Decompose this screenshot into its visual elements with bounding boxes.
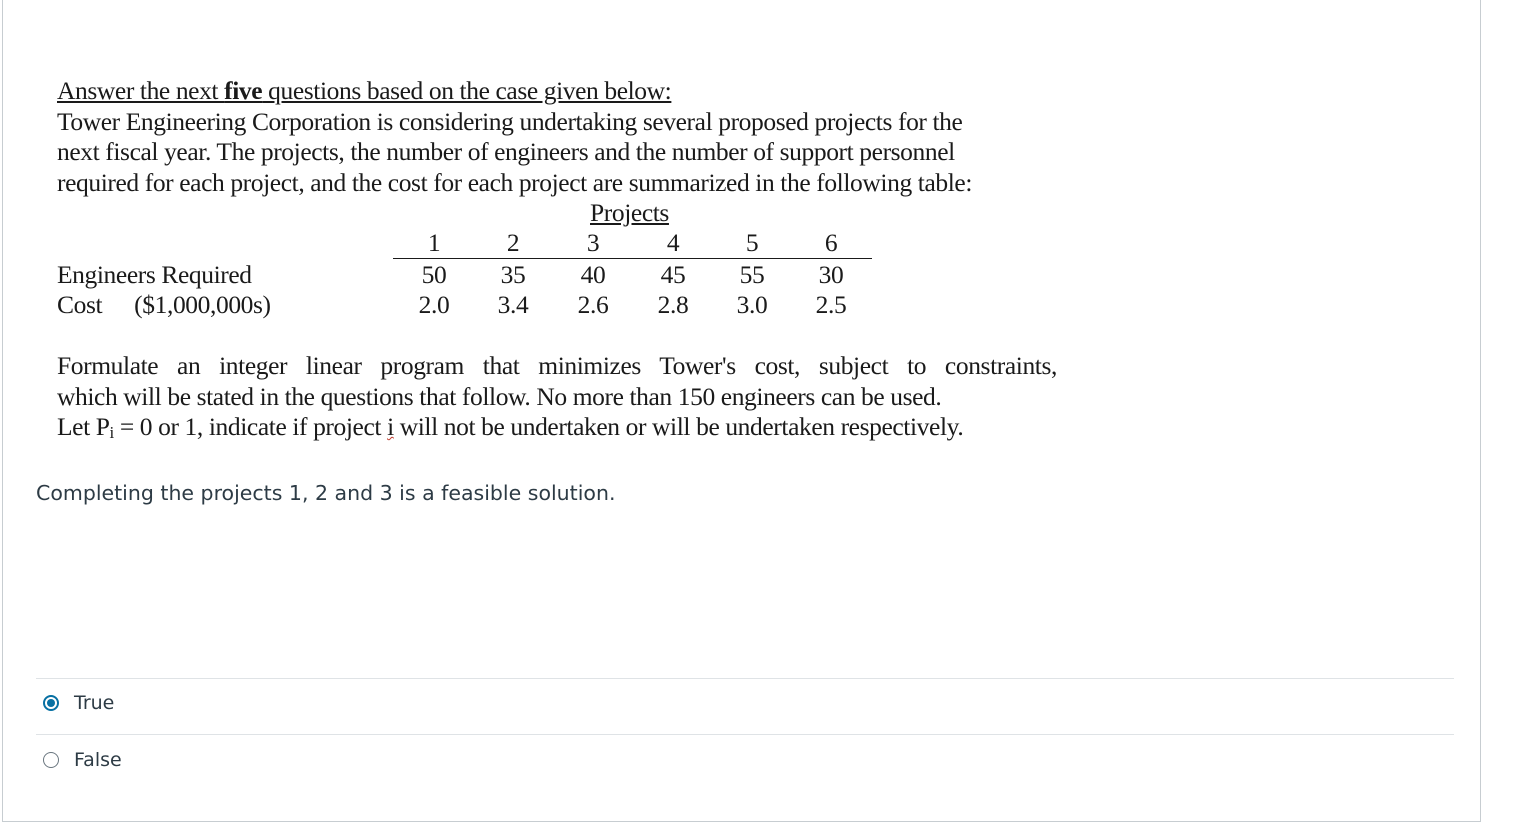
table-cell: 35 bbox=[500, 260, 526, 289]
project-index-variable: i bbox=[387, 412, 394, 441]
column-header: 2 bbox=[506, 228, 520, 257]
intro-line: Tower Engineering Corporation is considering undertaking several proposed projects for the bbox=[57, 106, 963, 136]
let-pre: Let P bbox=[57, 412, 110, 441]
projects-table bbox=[57, 198, 1067, 319]
table-cell: 50 bbox=[421, 260, 447, 289]
table-header-rule bbox=[393, 258, 872, 259]
variable-subscript: i bbox=[109, 423, 114, 442]
table-cell: 55 bbox=[739, 260, 765, 289]
let-mid: = 0 or 1, indicate if project bbox=[113, 412, 388, 441]
table-cell: 3.4 bbox=[497, 290, 529, 319]
row-label-cost bbox=[57, 290, 271, 321]
heading-bold: five bbox=[224, 76, 263, 105]
answer-option-false[interactable] bbox=[43, 747, 122, 773]
answer-label: True bbox=[74, 692, 115, 714]
radio-selected-icon[interactable] bbox=[43, 695, 59, 711]
column-header: 6 bbox=[824, 228, 838, 257]
table-cell: 2.8 bbox=[657, 290, 689, 319]
case-description bbox=[57, 76, 1067, 442]
row-label-cost-b: ($1,000,000s) bbox=[134, 290, 271, 319]
row-label-cost-a: Cost bbox=[57, 290, 103, 319]
variable-definition bbox=[57, 412, 1057, 446]
intro-line: required for each project, and the cost for each project are summarized in the following table: bbox=[57, 167, 973, 197]
question-statement: Completing the projects 1, 2 and 3 is a feasible solution. bbox=[36, 481, 616, 505]
column-header: 3 bbox=[586, 228, 600, 257]
row-label-engineers: Engineers Required bbox=[57, 260, 252, 289]
column-header: 1 bbox=[427, 228, 441, 257]
table-cell: 40 bbox=[580, 260, 606, 289]
table-cell: 2.6 bbox=[577, 290, 609, 319]
table-cell: 45 bbox=[660, 260, 686, 289]
formulation-text bbox=[57, 351, 1057, 446]
formulate-line: which will be stated in the questions that follow. No more than 150 engineers can be used. bbox=[57, 381, 942, 411]
radio-unselected-icon[interactable] bbox=[43, 752, 59, 768]
question-panel bbox=[2, 0, 1481, 822]
projects-table-title: Projects bbox=[590, 198, 669, 227]
intro-line: next fiscal year. The projects, the number of engineers and the number of support personnel bbox=[57, 137, 955, 166]
table-cell: 2.5 bbox=[815, 290, 847, 319]
answer-label: False bbox=[74, 749, 122, 771]
answer-divider bbox=[36, 734, 1454, 735]
column-header: 5 bbox=[745, 228, 759, 257]
let-post: will not be undertaken or will be undertaken respectively. bbox=[393, 412, 964, 441]
column-header: 4 bbox=[666, 228, 680, 257]
table-cell: 2.0 bbox=[418, 290, 450, 319]
formulate-line: Formulate an integer linear program that minimizes Tower's cost, subject to constraints, bbox=[57, 351, 1057, 380]
table-cell: 30 bbox=[818, 260, 844, 289]
answer-option-true[interactable] bbox=[43, 690, 114, 716]
case-heading bbox=[57, 76, 1067, 107]
heading-prefix: Answer the next bbox=[57, 76, 225, 105]
answer-divider bbox=[36, 678, 1454, 679]
table-cell: 3.0 bbox=[736, 290, 768, 319]
heading-suffix: questions based on the case given below: bbox=[262, 76, 672, 105]
